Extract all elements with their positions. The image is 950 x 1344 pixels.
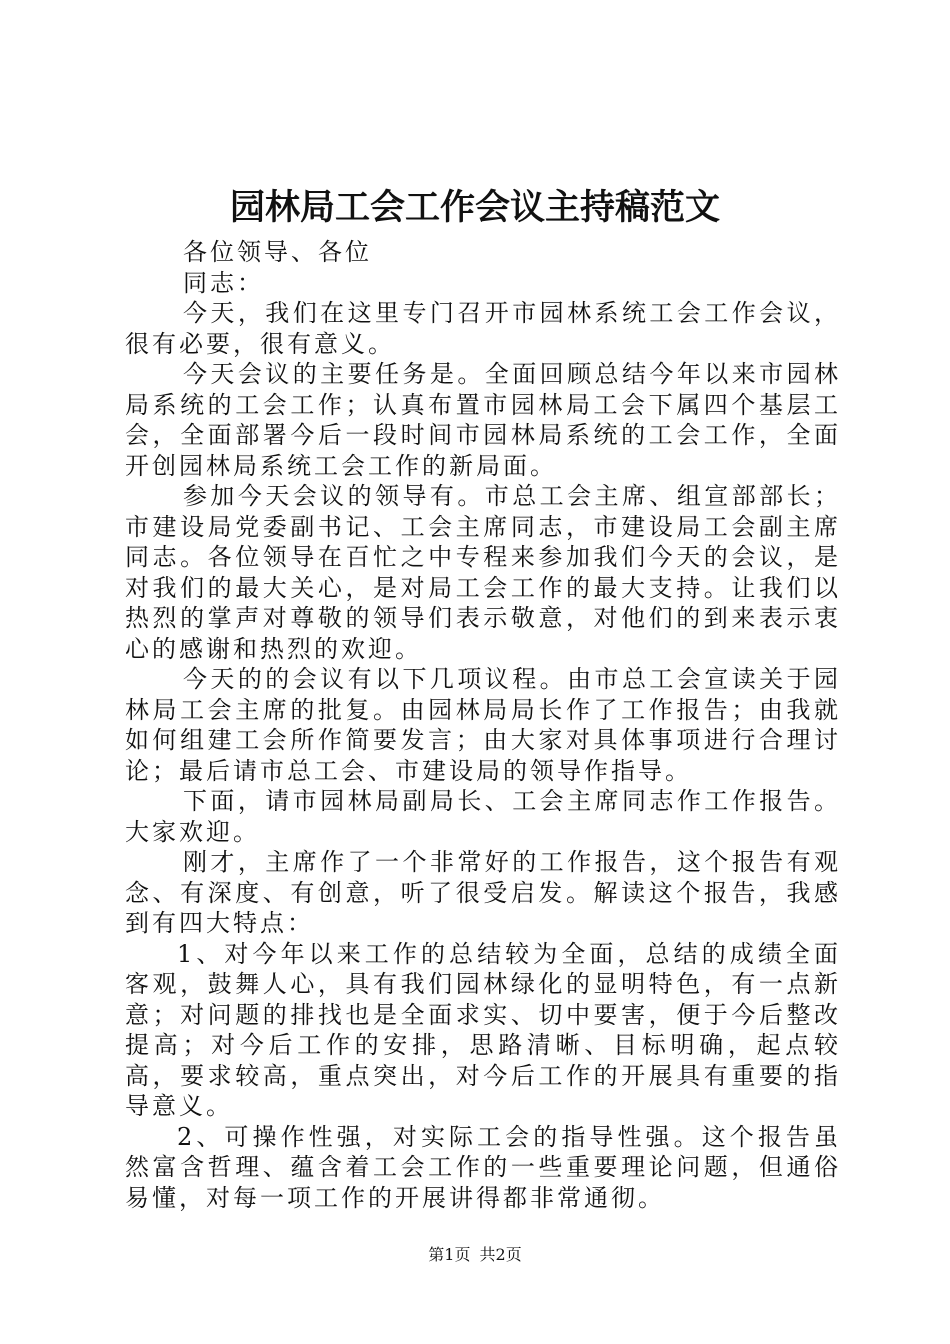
document-body xyxy=(125,237,841,1213)
page-number: 第1页 xyxy=(428,1245,471,1264)
document-title: 园林局工会工作会议主持稿范文 xyxy=(229,187,720,228)
page-footer xyxy=(0,1244,950,1266)
paragraph: 参加今天会议的领导有。市总工会主席、组宣部部长；市建设局党委副书记、工会主席同志，市建设局工会副主席同志。各位领导在百忙之中专程来参加我们今天的会议，是对我们的最大关心，是对局工会工作的最大支持。让我们以热烈的掌声对尊敬的领导们表示敬意，对他们的到来表示衷心的感谢和热烈的欢迎。 xyxy=(125,482,841,663)
paragraph: 刚才，主席作了一个非常好的工作报告，这个报告有观念、有深度、有创意，听了很受启发。解读这个报告，我感到有四大特点： xyxy=(125,848,841,937)
paragraph: 今天，我们在这里专门召开市园林系统工会工作会议，很有必要，很有意义。 xyxy=(125,299,841,358)
paragraph-numbered-2: 2、可操作性强，对实际工会的指导性强。这个报告虽然富含哲理、蕴含着工会工作的一些重要理论问题，但通俗易懂，对每一项工作的开展讲得都非常通彻。 xyxy=(125,1122,841,1212)
paragraph-salutation-2: 同志： xyxy=(183,268,264,297)
paragraph-salutation-1: 各位领导、各位 xyxy=(183,238,372,266)
paragraph-numbered-1: 1、对今年以来工作的总结较为全面，总结的成绩全面客观，鼓舞人心，具有我们园林绿化的显明特色，有一点新意；对问题的排找也是全面求实、切中要害，便于今后整改提高；对今后工作的安排，思路清晰、目标明确，起点较高，要求较高，重点突出，对今后工作的开展具有重要的指导意义。 xyxy=(125,939,841,1120)
paragraph: 今天的的会议有以下几项议程。由市总工会宣读关于园林局工会主席的批复。由园林局局长作了工作报告；由我就如何组建工会所作简要发言；由大家对具体事项进行合理讨论；最后请市总工会、市建设局的领导作指导。 xyxy=(125,665,841,785)
page-total: 共2页 xyxy=(479,1245,522,1264)
paragraph: 今天会议的主要任务是。全面回顾总结今年以来市园林局系统的工会工作；认真布置市园林局工会下属四个基层工会，全面部署今后一段时间市园林局系统的工会工作，全面开创园林局系统工会工作的新局面。 xyxy=(125,360,841,480)
paragraph: 下面，请市园林局副局长、工会主席同志作工作报告。大家欢迎。 xyxy=(125,787,841,846)
